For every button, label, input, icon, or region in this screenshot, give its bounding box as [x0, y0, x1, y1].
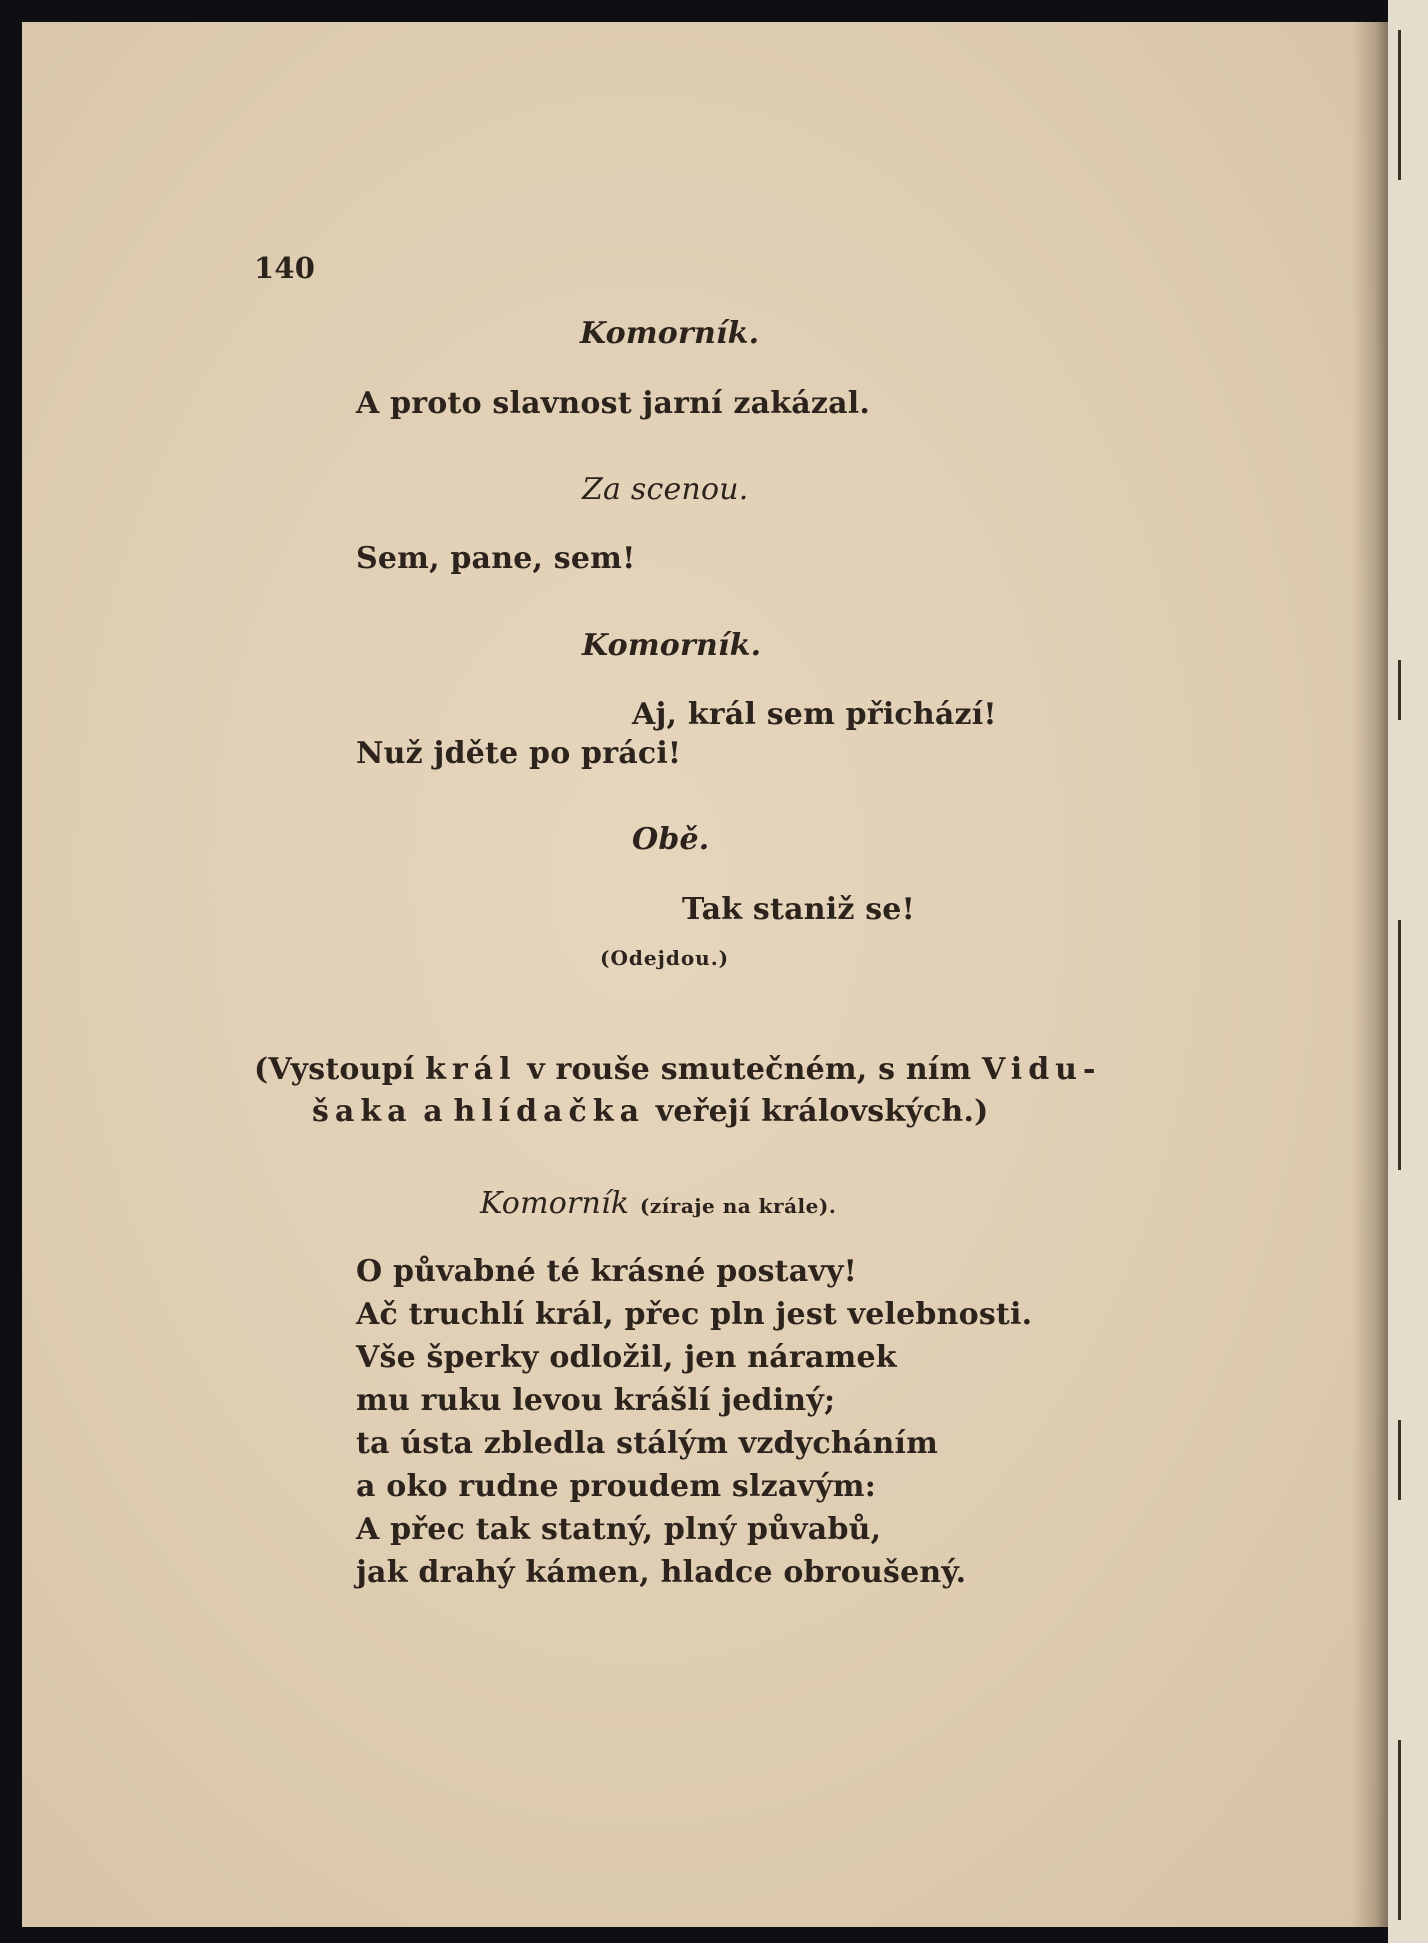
verse-line: jak drahý kámen, hladce obroušený.: [356, 1555, 967, 1590]
binding-mark: [1398, 1740, 1401, 1920]
speaker-komornik-1: Komorník.: [580, 316, 760, 351]
binding-mark: [1398, 660, 1401, 720]
verse-block: [356, 1254, 1032, 1598]
speaker-komornik-3-line: [480, 1186, 836, 1224]
stage-vereji: veřejí královských.): [655, 1094, 989, 1129]
line-nuz-jdete: Nuž jděte po práci!: [356, 736, 682, 771]
speaker-komornik-2: Komorník.: [582, 628, 762, 663]
stage-saka: šaka: [312, 1094, 413, 1129]
stage-vidu: Vidu-: [982, 1052, 1102, 1087]
verse-line: mu ruku levou krášlí jediný;: [356, 1383, 836, 1418]
stage-a: a: [423, 1094, 443, 1129]
verse-line: Ač truchlí král, přec pln jest velebnosti.: [356, 1297, 1033, 1332]
speaker-komornik-3: Komorník: [480, 1186, 630, 1221]
binding-mark: [1398, 30, 1401, 180]
stage-kral: král: [425, 1052, 517, 1087]
stage-direction-line-2: [312, 1094, 989, 1130]
page-number: 140: [254, 251, 316, 285]
line-sem-pane: Sem, pane, sem!: [356, 541, 636, 576]
book-page: [22, 22, 1392, 1927]
binding-mark: [1398, 1420, 1401, 1500]
stage-direction-line-1: [254, 1052, 1101, 1088]
binding-mark: [1398, 920, 1401, 1170]
stage-odejdou: (Odejdou.): [600, 946, 730, 970]
line-tak-staniz: Tak staniž se!: [682, 892, 915, 927]
speaker-za-scenou: Za scenou.: [582, 472, 749, 507]
page-gutter-shadow: [1352, 22, 1392, 1927]
verse-line: A přec tak statný, plný půvabů,: [356, 1512, 882, 1547]
next-page-edge: [1388, 0, 1428, 1943]
verse-line: ta ústa zbledla stálým vzdycháním: [356, 1426, 939, 1461]
stage-vystoupi: (Vystoupí: [254, 1052, 415, 1087]
verse-line: Vše šperky odložil, jen náramek: [356, 1340, 897, 1375]
line-proto-slavnost: A proto slavnost jarní zakázal.: [356, 386, 870, 421]
stage-v-rouse: v rouše smutečném, s ním: [527, 1052, 972, 1087]
verse-line: O půvabné té krásné postavy!: [356, 1254, 858, 1289]
stage-hlidacka: hlídačka: [453, 1094, 646, 1129]
verse-line: a oko rudne proudem slzavým:: [356, 1469, 876, 1504]
line-kral-prichazi: Aj, král sem přichází!: [632, 697, 997, 732]
speaker-obe: Obě.: [632, 822, 710, 857]
stage-ziraje: (zíraje na krále).: [639, 1194, 837, 1218]
